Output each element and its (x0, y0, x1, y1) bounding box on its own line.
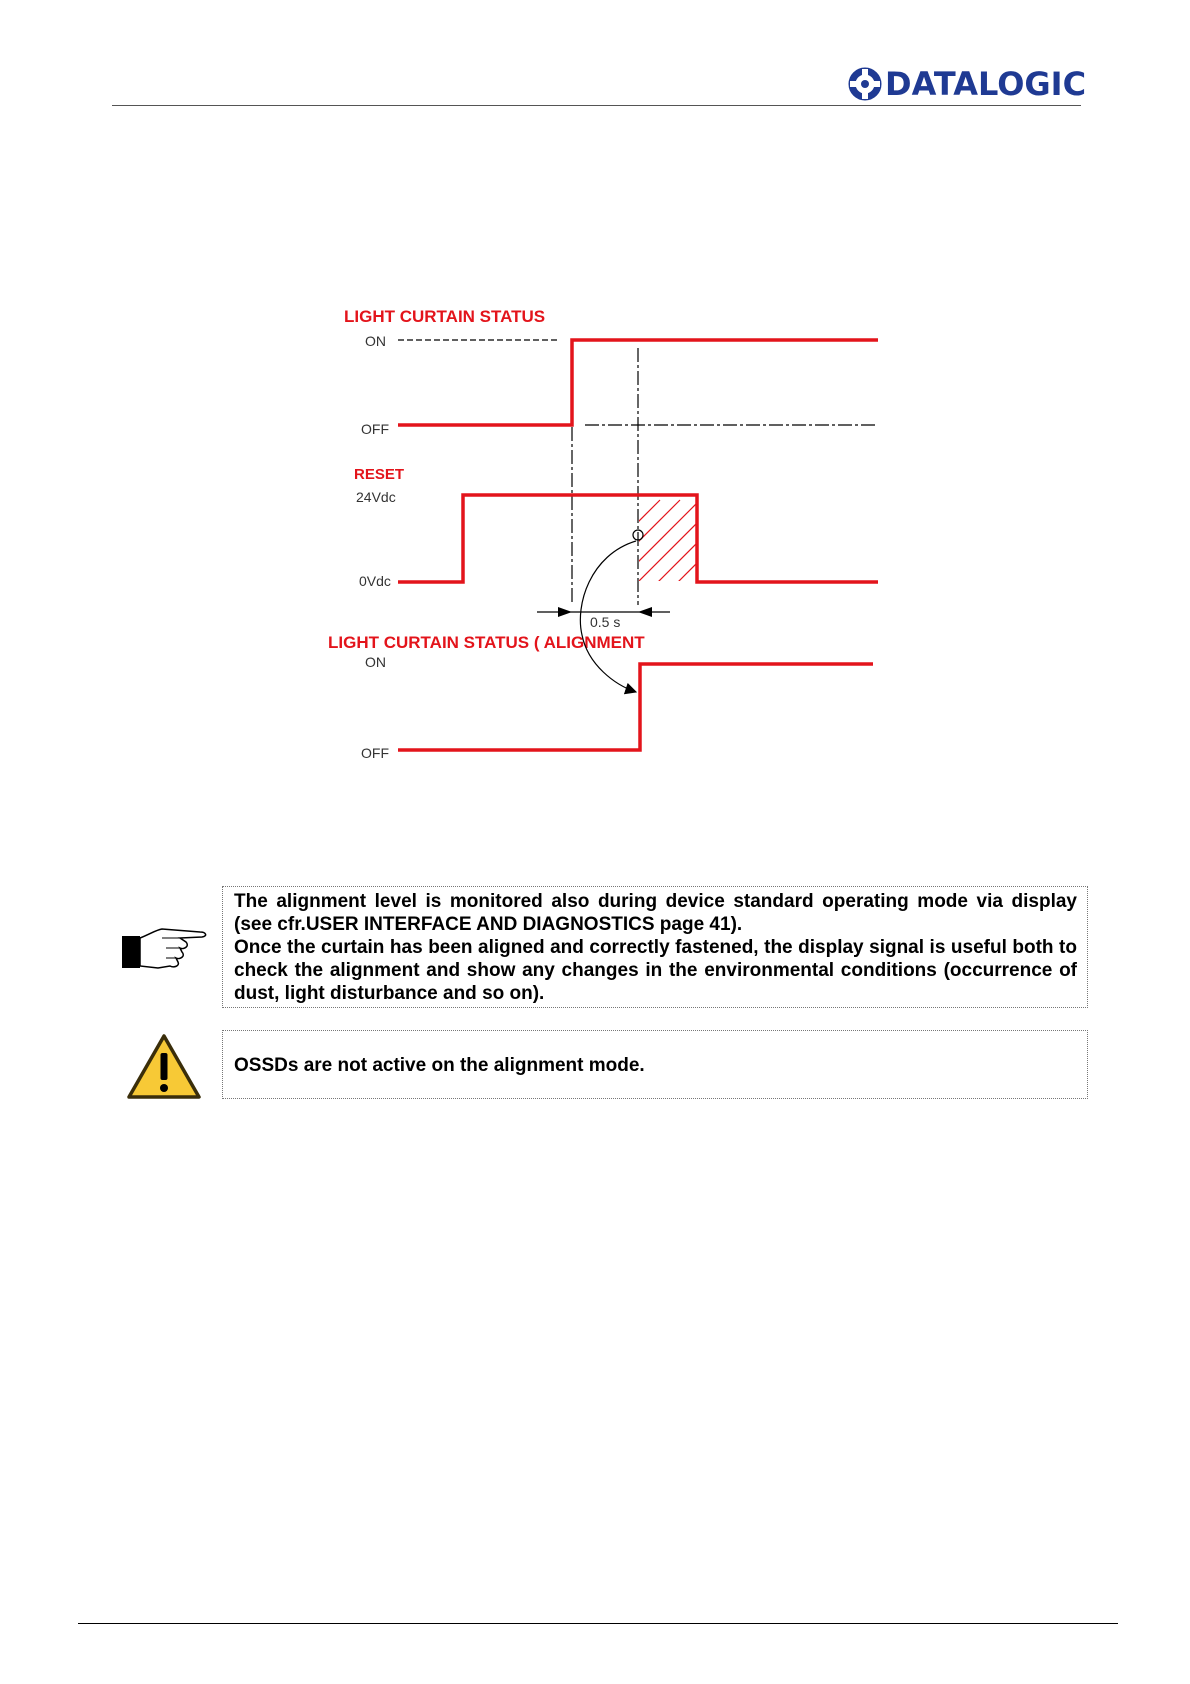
lc-status-on-label: ON (365, 333, 386, 349)
info-note-paragraph-1: The alignment level is monitored also during device standard operating mode via display (see cfr.USER INTERFACE AND DIAGNOSTICS page 41). (234, 891, 1077, 935)
footer-divider (78, 1623, 1118, 1624)
info-note-paragraph-2: Once the curtain has been aligned and correctly fastened, the display signal is useful both to check the alignment and show any changes in the environmental conditions (occurrence of dust, light disturbance and so on). (234, 937, 1077, 1004)
alignment-off-label: OFF (361, 745, 389, 761)
hatched-reset-window (560, 500, 760, 600)
reset-high-label: 24Vdc (356, 489, 396, 505)
lc-status-title: LIGHT CURTAIN STATUS (344, 307, 546, 326)
alignment-on-label: ON (365, 654, 386, 670)
warning-note (222, 1030, 1088, 1099)
pointing-hand-icon (122, 924, 212, 974)
info-note (222, 886, 1088, 1008)
interval-arrow-left (558, 607, 572, 617)
warning-note-text: OSSDs are not active on the alignment mode. (234, 1054, 645, 1076)
reset-title: RESET (354, 466, 405, 483)
warning-triangle-icon (126, 1033, 202, 1101)
brand-name: DATALOGIC (885, 65, 1087, 103)
interval-arrow-right (638, 607, 652, 617)
alignment-status-waveform (398, 664, 873, 750)
reset-low-label: 0Vdc (359, 573, 391, 589)
alignment-status-title: LIGHT CURTAIN STATUS ( ALIGNMENT (328, 633, 645, 652)
interval-label: 0.5 s (590, 614, 621, 630)
timing-diagram (0, 0, 1190, 800)
lc-status-off-label: OFF (361, 421, 389, 437)
